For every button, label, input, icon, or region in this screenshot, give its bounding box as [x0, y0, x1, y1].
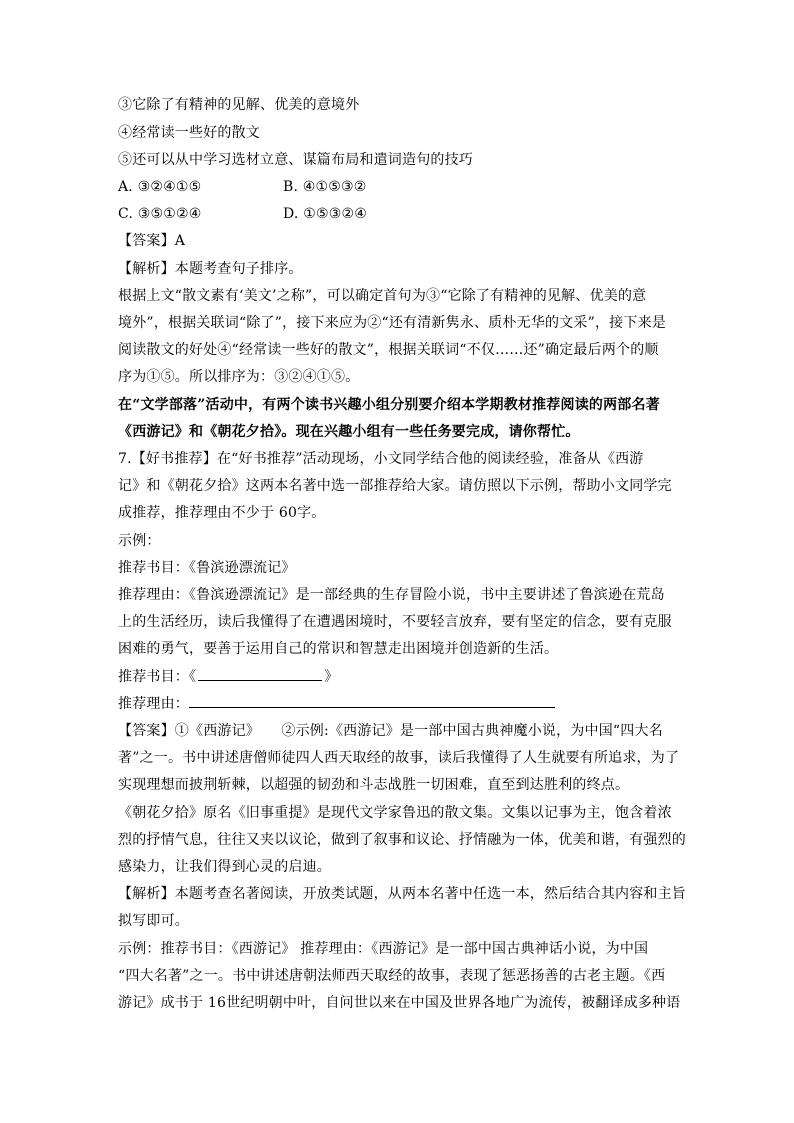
example-label: 示例： — [118, 533, 161, 549]
question-7-line-1: 7.【好书推荐】在“好书推荐”活动现场，小文同学结合他的阅读经验，准备从《西游 — [118, 451, 644, 467]
fill-reason-label: 推荐理由： — [118, 696, 189, 712]
answer-7-line-2: 著”之一。书中讲述唐僧师徒四人西天取经的故事，读后我懂得了人生就要有所追求，为了 — [118, 750, 680, 766]
question-7-line-3: 成推荐，推荐理由不少于 60字。 — [118, 505, 326, 521]
analysis-1-line-4: 序为①⑤。所以排序为：③②④①⑤。 — [118, 369, 360, 385]
answer-7-line-3: 实现理想而披荆斩棘，以超强的韧劲和斗志战胜一切困难，直至到达胜利的终点。 — [118, 777, 630, 793]
sample-line-1: 示例：推荐书目：《西游记》 推荐理由：《西游记》是一部中国古典神话小说，为中国 — [118, 941, 649, 957]
example-book: 推荐书目：《鲁滨逊漂流记》 — [118, 560, 296, 576]
book-title-blank[interactable] — [198, 668, 322, 681]
option-b: B. ④①⑤③② — [283, 179, 367, 195]
sample-line-3: 游记》成书于 16世纪明朝中叶，自问世以来在中国及世界各地广为流传，被翻译成多种语 — [118, 995, 681, 1011]
answer-7-line-1: 【答案】①《西游记》 ②示例:《西游记》是一部中国古典神魔小说，为中国“四大名 — [118, 723, 663, 739]
answer-7-line-4: 《朝花夕拾》原名《旧事重提》是现代文学家鲁迅的散文集。文集以记事为主，饱含着浓 — [118, 805, 672, 821]
option-d: D. ①⑤③②④ — [283, 206, 367, 222]
answer-7-line-6: 感染力，让我们得到心灵的启迪。 — [118, 859, 331, 875]
answer-1: 【答案】A — [118, 233, 186, 249]
fill-book-end: 》 — [324, 669, 339, 685]
reason-blank[interactable] — [189, 695, 555, 708]
fill-book-label: 推荐书目：《 — [118, 669, 197, 685]
analysis-7-line-2: 拟写即可。 — [118, 913, 189, 929]
analysis-1-title: 【解析】本题考查句子排序。 — [118, 261, 303, 277]
example-reason-1: 推荐理由：《鲁滨逊漂流记》是一部经典的生存冒险小说，书中主要讲述了鲁滨逊在荒岛 — [118, 587, 665, 603]
intro-bold-2: 《西游记》和《朝花夕拾》。现在兴趣小组有一些任务要完成，请你帮忙。 — [118, 424, 580, 440]
example-reason-2: 上的生活经历，读后我懂得了在遭遇困境时，不要轻言放弃，要有坚定的信念，要有克服 — [118, 614, 672, 630]
analysis-1-line-2: 境外”，根据关联词“除了”，接下来应为②“还有清新隽永、质朴无华的文采”，接下来是 — [118, 315, 666, 331]
example-reason-3: 困难的勇气，要善于运用自己的常识和智慧走出困境并创造新的生活。 — [118, 641, 559, 657]
answer-7-line-5: 烈的抒情气息，往往又夹以议论，做到了叙事和议论、抒情融为一体，优美和谐，有强烈的 — [118, 832, 686, 848]
question-7-line-2: 记》和《朝花夕拾》这两本名著中选一部推荐给大家。请仿照以下示例，帮助小文同学完 — [118, 478, 672, 494]
sample-line-2: “四大名著”之一。书中讲述唐朝法师西天取经的故事，表现了惩恶扬善的古老主题。《西 — [118, 968, 666, 984]
option-row-2 — [118, 205, 201, 223]
option-a: A. ③②④①⑤ — [118, 179, 202, 195]
sentence-3: ③它除了有精神的见解、优美的意境外 — [118, 97, 360, 113]
sentence-4: ④经常读一些好的散文 — [118, 125, 260, 141]
fill-reason-row — [118, 695, 555, 713]
analysis-7-line-1: 【解析】本题考查名著阅读，开放类试题，从两本名著中任选一本，然后结合其内容和主旨 — [118, 886, 686, 902]
analysis-1-line-1: 根据上文“散文素有‘美文’之称”，可以确定首句为③“它除了有精神的见解、优美的意 — [118, 288, 647, 304]
sentence-5: ⑤还可以从中学习选材立意、谋篇布局和遣词造句的技巧 — [118, 152, 473, 168]
fill-book-row — [118, 668, 338, 686]
option-row-1 — [118, 178, 201, 196]
intro-bold-1: 在“文学部落”活动中，有两个读书兴趣小组分别要介绍本学期教材推荐阅读的两部名著 — [118, 397, 660, 413]
analysis-1-line-3: 阅读散文的好处④“经常读一些好的散文”，根据关联词“不仅……还”确定最后两个的顺 — [118, 342, 659, 358]
option-c: C. ③⑤①②④ — [118, 206, 202, 222]
